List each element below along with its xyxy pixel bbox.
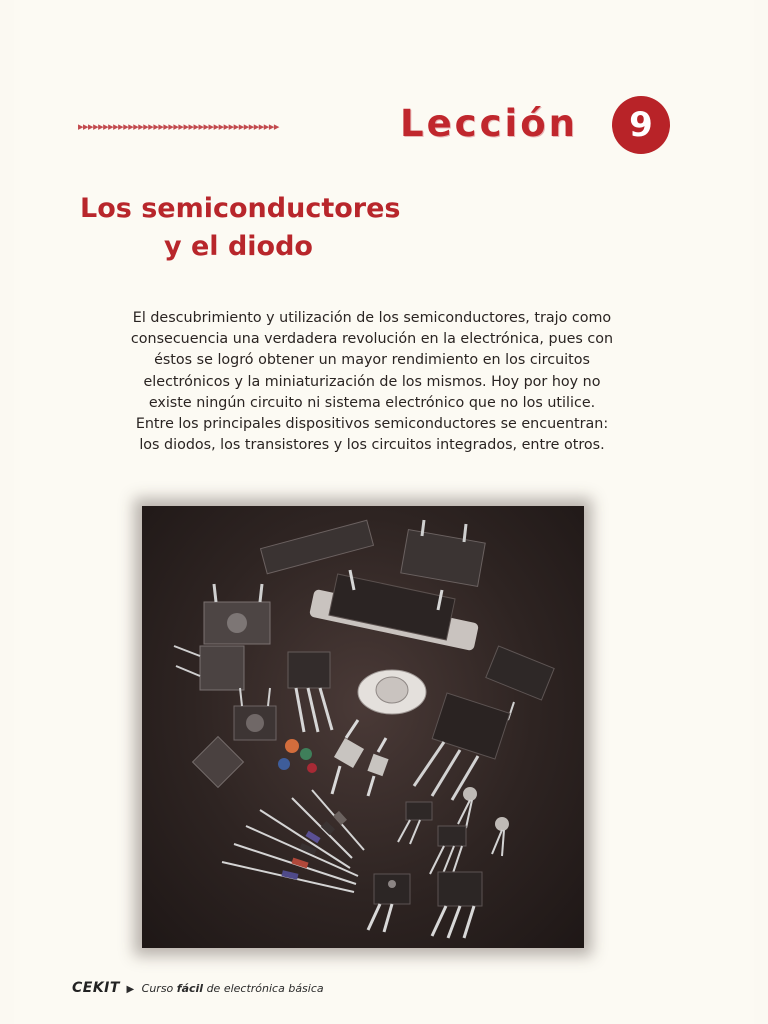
intro-line: electrónicos y la miniaturización de los mismos. Hoy por hoy no xyxy=(143,373,601,390)
semiconductors-photo xyxy=(142,506,584,948)
course-tagline xyxy=(142,982,324,995)
tagline-bold: fácil xyxy=(176,982,204,995)
to220-transistor-middle xyxy=(288,652,332,732)
tagline-end: de electrónica básica xyxy=(203,982,324,995)
led-components xyxy=(278,739,317,773)
play-arrow-icon: ▶ xyxy=(126,984,135,995)
semiconductor-components-illustration xyxy=(142,506,584,948)
stud-diodes xyxy=(332,720,389,796)
intro-paragraph xyxy=(130,308,614,456)
page xyxy=(14,0,754,1024)
intro-line: éstos se logró obtener un mayor rendimiento en los circuitos xyxy=(154,352,590,369)
intro-line: El descubrimiento y utilización de los semiconductores, trajo como xyxy=(132,310,612,326)
power-transistor-block xyxy=(414,693,510,800)
page-title xyxy=(80,190,400,266)
lesson-header xyxy=(78,96,698,158)
rectifier-module-component xyxy=(401,520,485,586)
title-line-2: y el diodo xyxy=(164,231,313,262)
square-bridge-left xyxy=(174,646,244,690)
metal-can-transistor xyxy=(358,670,426,714)
lesson-label: Lección xyxy=(400,102,578,145)
diamond-bridge-component xyxy=(193,737,244,788)
brand-logo: CEKIT xyxy=(72,980,120,996)
lesson-number-badge: 9 xyxy=(612,96,670,154)
arrow-bullets-decoration: ▸▸▸▸▸▸▸▸▸▸▸▸▸▸▸▸▸▸▸▸▸▸▸▸▸▸▸▸▸▸▸▸▸▸▸▸▸▸▸▸ xyxy=(78,120,279,133)
intro-line: Entre los principales dispositivos semiconductores se encuentran: xyxy=(135,416,609,433)
title-line-1: Los semiconductores xyxy=(80,193,401,224)
intro-line: existe ningún circuito ni sistema electrónico que no los utilice. xyxy=(148,394,596,411)
to220-transistors-bottom xyxy=(368,872,482,938)
intro-line: los diodos, los transistores y los circuitos integrados, entre otros. xyxy=(139,437,605,454)
footer xyxy=(72,980,324,996)
tagline-start: Curso xyxy=(141,982,177,995)
intro-line: consecuencia una verdadera revolución en la electrónica, pues con xyxy=(130,331,614,348)
round-bridge-component xyxy=(234,688,276,740)
